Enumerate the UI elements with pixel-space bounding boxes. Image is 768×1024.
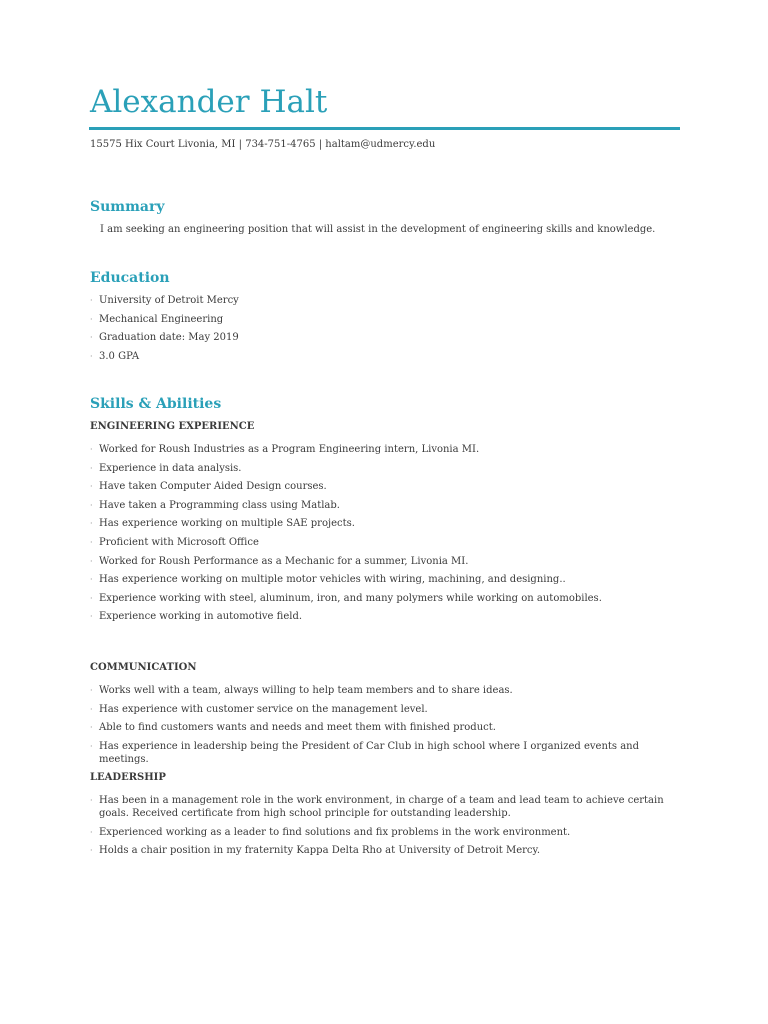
list-item: · Has experience with customer service on the management level. [90,703,428,715]
list-item: · Works well with a team, always willing to help team members and to share ideas. [90,685,513,696]
list-item: · Worked for Roush Performance as a Mechanic for a summer, Livonia MI. [90,555,469,567]
skills-heading: Skills & Abilities [90,396,222,412]
list-item: · Experienced working as a leader to find solutions and fix problems in the work environment. [90,826,571,838]
leadership-subheading: LEADERSHIP [90,772,166,783]
list-item: · Has experience working on multiple SAE projects. [90,518,355,530]
bullet-icon: · [90,723,93,733]
bullet-icon: · [90,704,93,714]
list-item: · Experience working with steel, aluminum, iron, and many polymers while working on automobiles. [90,592,602,604]
bullet-icon: · [90,463,93,473]
list-item: · Able to find customers wants and needs and meet them with finished product. [90,722,496,734]
communication-subheading: COMMUNICATION [90,662,197,673]
bullet-icon: · [90,333,93,343]
list-item: · Holds a chair position in my fraternity Kappa Delta Rho at University of Detroit Mercy. [90,845,541,857]
bullet-icon: · [90,445,93,454]
list-item: · Experience in data analysis. [90,462,242,474]
bullet-icon: · [90,686,93,695]
list-item: · Proficient with Microsoft Office [90,536,259,548]
bullet-icon: · [90,296,93,305]
bullet-icon: · [90,351,93,361]
contact-line: 15575 Hix Court Livonia, MI | 734-751-4765 | haltam@udmercy.edu [90,139,436,150]
leadership-list [90,794,670,863]
bullet-icon: · [90,612,93,622]
list-item: · Worked for Roush Industries as a Program Engineering intern, Livonia MI. [90,444,480,455]
bullet-icon: · [90,482,93,492]
summary-heading: Summary [90,199,165,215]
engineering-subheading: ENGINEERING EXPERIENCE [90,421,255,432]
header-divider [89,127,680,130]
list-item: · Have taken Computer Aided Design courses. [90,481,327,493]
bullet-icon: · [90,741,93,751]
list-item: · Has been in a management role in the work environment, in charge of a team and lead team to achieve certain goals. Received certificate from high school principle for outstanding leadership. [90,795,664,819]
list-item: · Has experience working on multiple motor vehicles with wiring, machining, and designing.. [90,574,566,586]
list-item: · Graduation date: May 2019 [90,332,239,344]
list-item: · Has experience in leadership being the President of Car Club in high school where I organized events and meetings. [90,740,640,765]
list-item: · Mechanical Engineering [90,313,224,325]
applicant-name: Alexander Halt [90,84,328,120]
list-item: · 3.0 GPA [90,350,140,362]
bullet-icon: · [90,593,93,603]
list-item: · Have taken a Programming class using Matlab. [90,499,340,511]
bullet-icon: · [90,500,93,510]
engineering-list [90,443,690,629]
bullet-icon: · [90,314,93,324]
summary-text: I am seeking an engineering position that will assist in the development of engineering skills and knowledge. [100,224,656,235]
education-heading: Education [90,270,170,286]
bullet-icon: · [90,519,93,529]
bullet-icon: · [90,575,93,585]
list-item: · Experience working in automotive field. [90,611,303,623]
bullet-icon: · [90,556,93,566]
bullet-icon: · [90,846,93,856]
communication-list [90,684,690,771]
education-list [90,294,690,368]
bullet-icon: · [90,796,93,805]
bullet-icon: · [90,537,93,547]
list-item: · University of Detroit Mercy [90,295,239,306]
bullet-icon: · [90,827,93,837]
